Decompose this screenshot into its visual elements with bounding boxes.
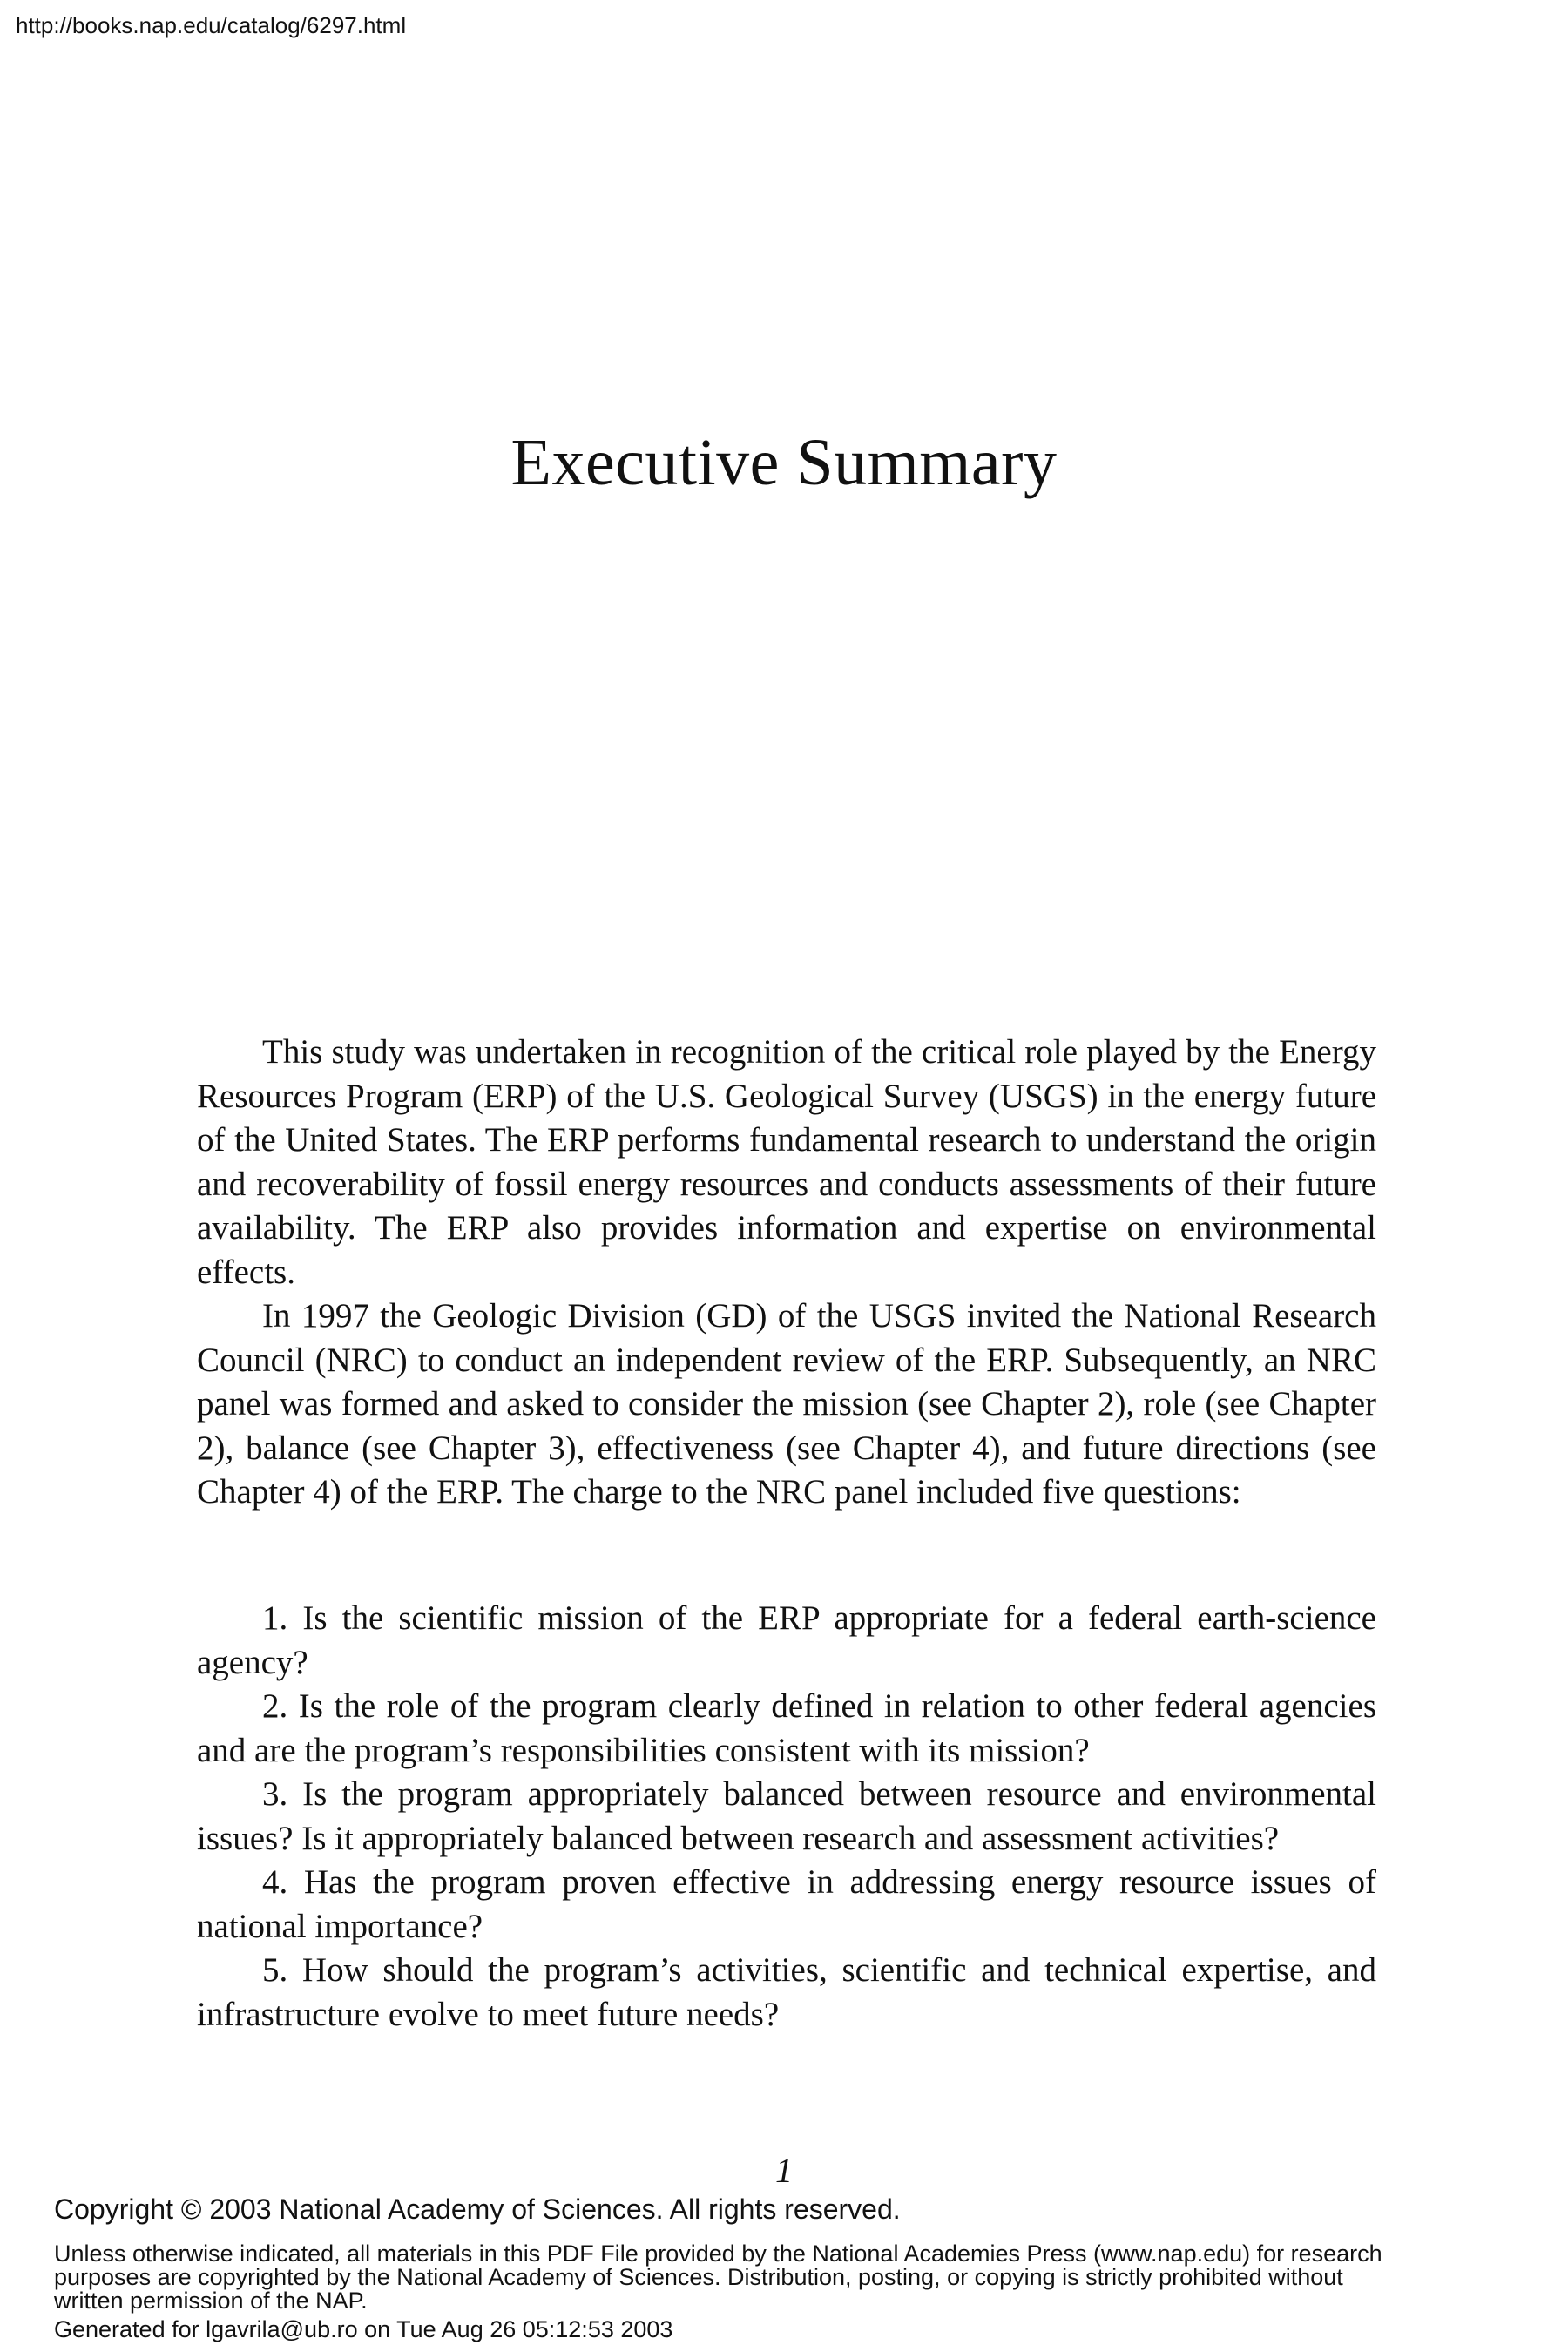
usage-notice-line: purposes are copyrighted by the National Academy of Sciences. Distribution, posting, or copying is strictly prohibited without (54, 2264, 1343, 2290)
intro-section (197, 1031, 1376, 1515)
copyright-notice: Copyright © 2003 National Academy of Sciences. All rights reserved. (54, 2193, 901, 2225)
page-title: Executive Summary (510, 426, 1058, 499)
intro-paragraph: This study was undertaken in recognition of the critical role played by the Energy Resources Program (ERP) of the U.S. Geological Survey (USGS) in the energy future of the United States. The ERP performs fundamental research to understand the origin and recoverability of fossil energy resources and conducts assessments of their future availability. The ERP also provides information and expertise on environmental effects. (197, 1033, 1376, 1291)
question-item: 4. Has the program proven effective in addressing energy resource issues of national importance? (197, 1863, 1376, 1945)
question-item: 2. Is the role of the program clearly defined in relation to other federal agencies and are the program’s responsibilities consistent with its mission? (197, 1687, 1376, 1769)
usage-notice-line: Unless otherwise indicated, all materials in this PDF File provided by the National Academies Press (www.nap.edu) for research (54, 2240, 1382, 2267)
question-item: 5. How should the program’s activities, scientific and technical expertise, and infrastructure evolve to meet future needs? (197, 1951, 1376, 2033)
page-number: 1 (775, 2151, 793, 2190)
question-item: 3. Is the program appropriately balanced between resource and environmental issues? Is it appropriately balanced between research and assessment activities? (197, 1775, 1376, 1857)
source-url[interactable]: http://books.nap.edu/catalog/6297.html (16, 12, 407, 38)
generated-info: Generated for lgavrila@ub.ro on Tue Aug 26 05:12:53 2003 (54, 2316, 673, 2342)
charge-paragraph: In 1997 the Geologic Division (GD) of the USGS invited the National Research Council (NRC) to conduct an independent review of the ERP. Subsequently, an NRC panel was formed and asked to consider the mission (see Chapter 2), role (see Chapter 2), balance (see Chapter 3), effectiveness (see Chapter 4), and future directions (see Chapter 4) of the ERP. The charge to the NRC panel included five questions: (197, 1297, 1376, 1511)
usage-notice (54, 2242, 1535, 2313)
usage-notice-line: written permission of the NAP. (54, 2288, 368, 2314)
question-list (197, 1597, 1376, 2037)
question-item: 1. Is the scientific mission of the ERP appropriate for a federal earth-science agency? (197, 1599, 1376, 1681)
